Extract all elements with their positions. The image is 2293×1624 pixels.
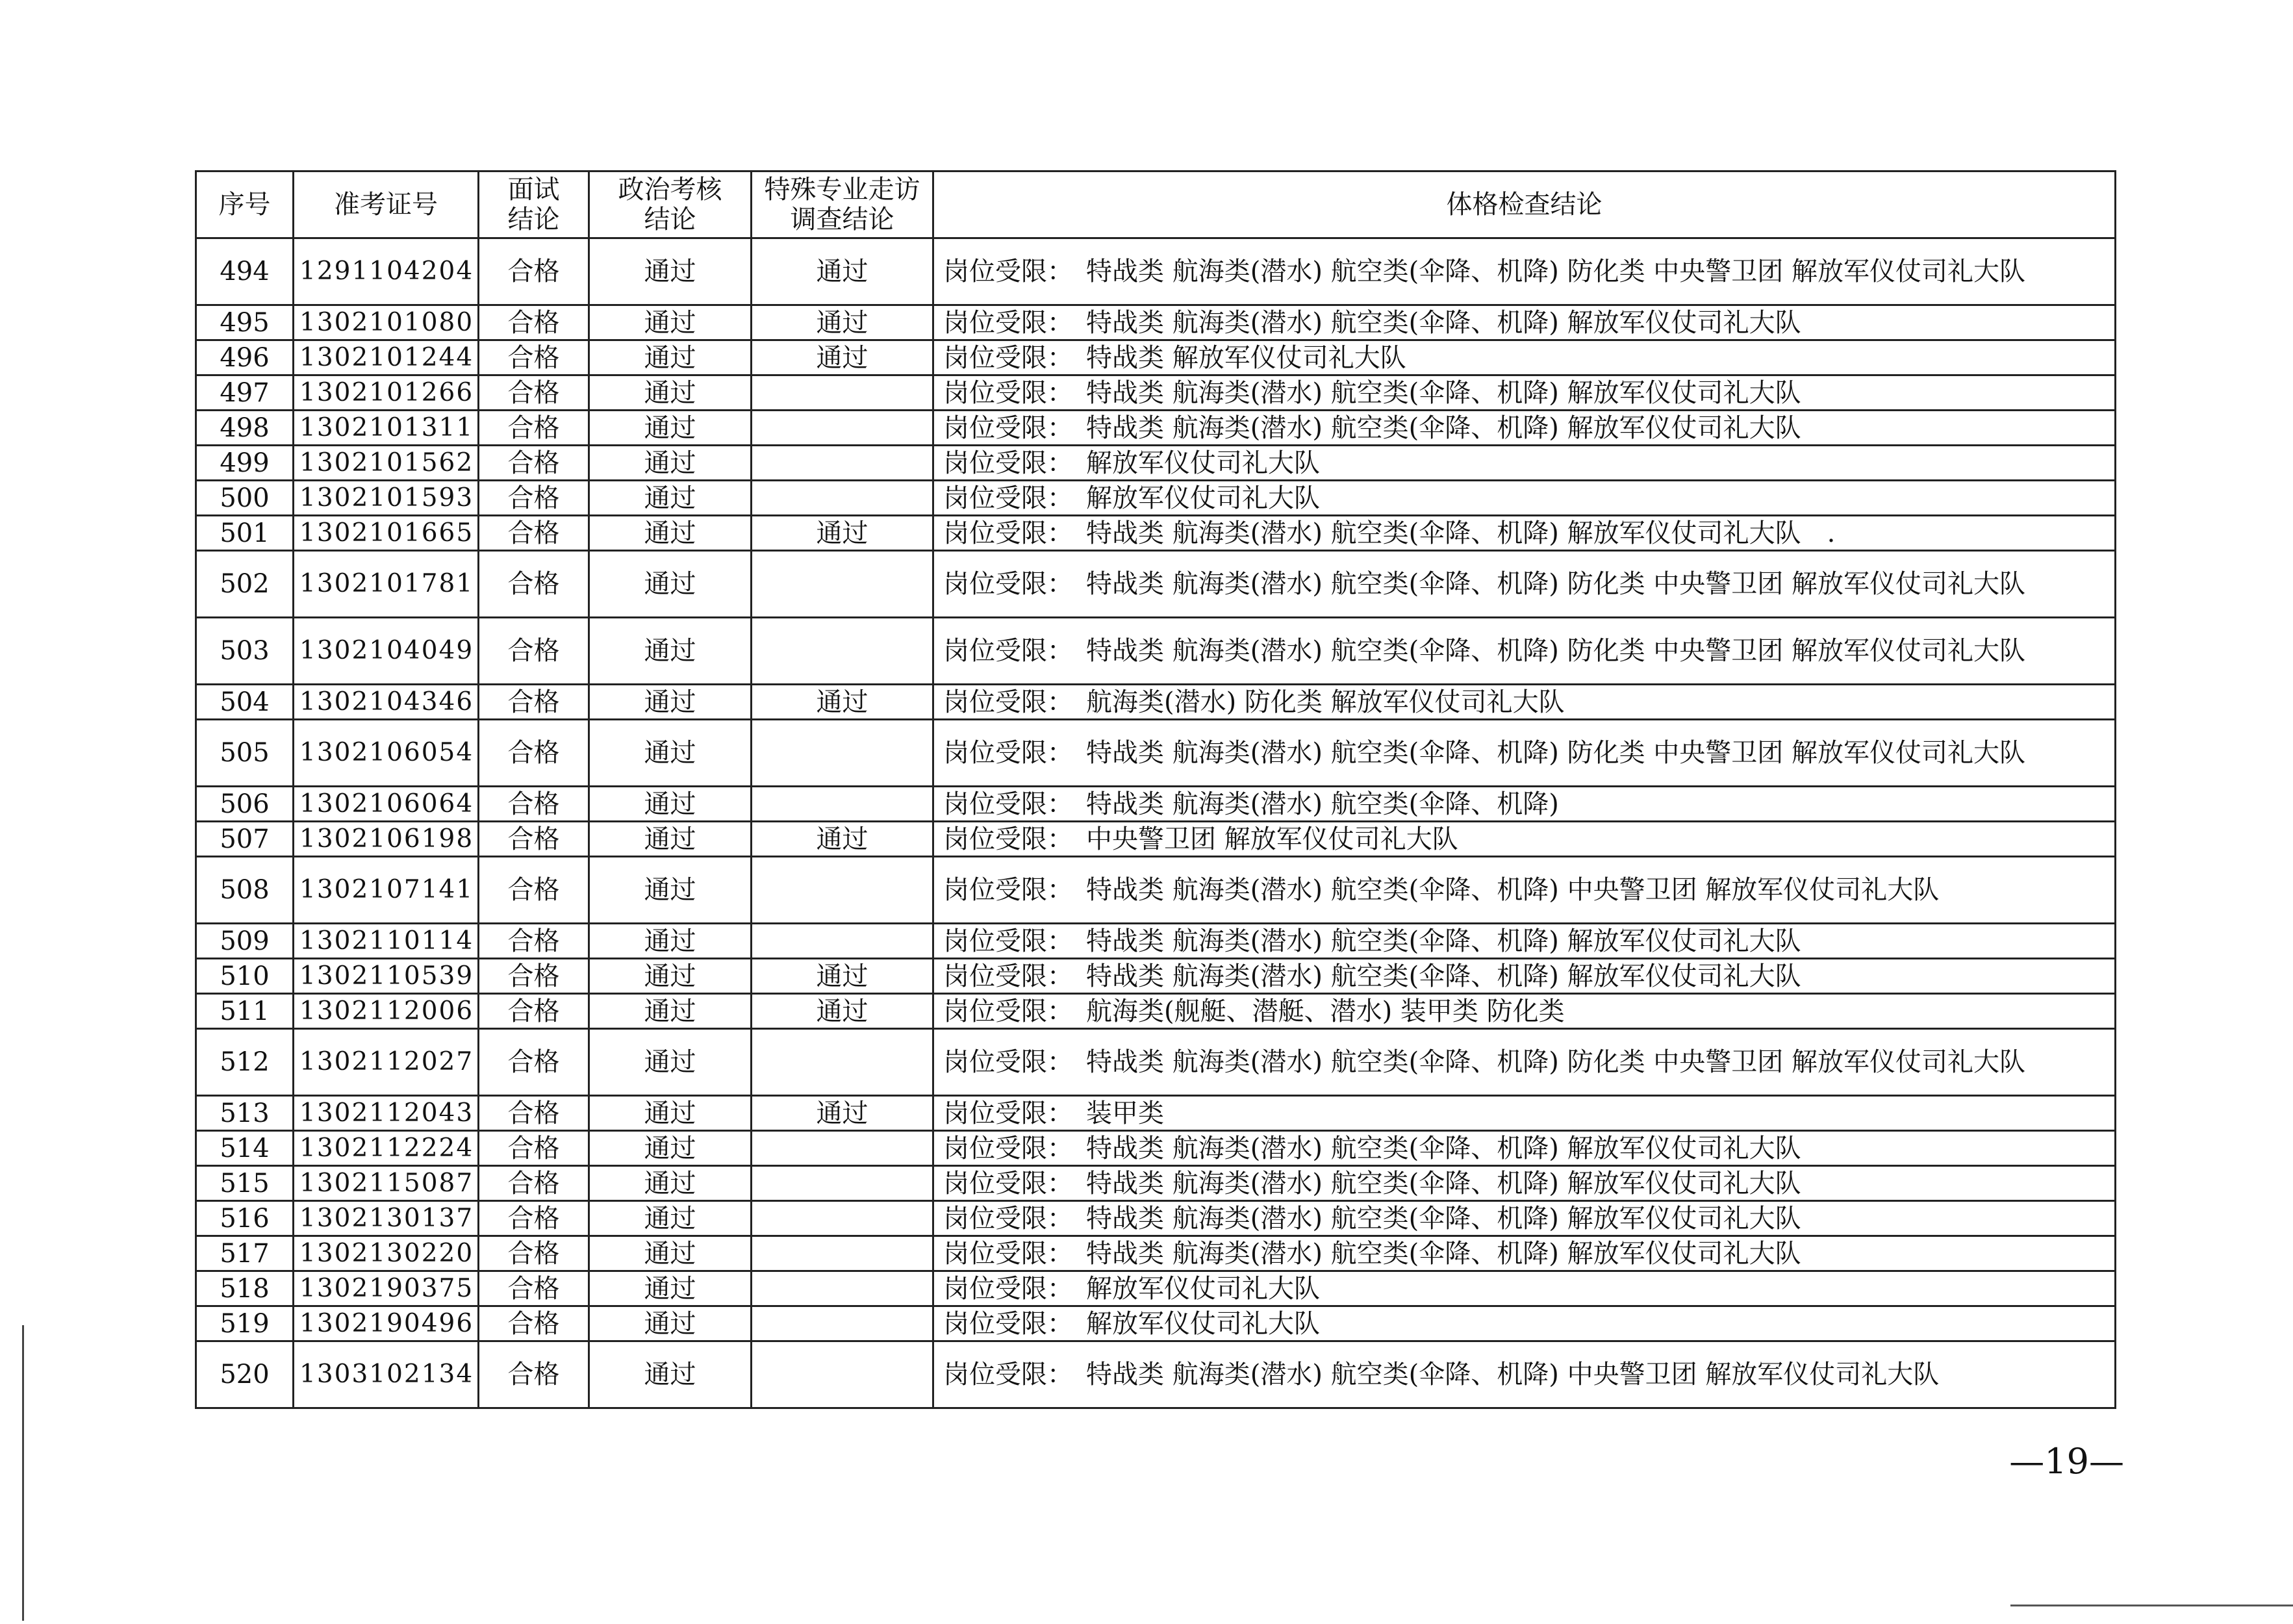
cell-special: 通过 bbox=[752, 959, 933, 994]
table-row bbox=[196, 1271, 2116, 1306]
table-body bbox=[196, 238, 2116, 1408]
cell-physical: 岗位受限： 特战类 航海类(潜水) 航空类(伞降、机降) 解放军仪仗司礼大队 bbox=[933, 924, 2116, 959]
cell-seq: 494 bbox=[196, 238, 294, 305]
cell-seq: 518 bbox=[196, 1271, 294, 1306]
cell-political: 通过 bbox=[589, 1096, 752, 1131]
cell-exam-no: 1303102134 bbox=[294, 1341, 479, 1408]
cell-exam-no: 1302101593 bbox=[294, 481, 479, 516]
cell-exam-no: 1302110114 bbox=[294, 924, 479, 959]
table-row bbox=[196, 1201, 2116, 1236]
cell-exam-no: 1302112043 bbox=[294, 1096, 479, 1131]
cell-physical: 岗位受限： 特战类 航海类(潜水) 航空类(伞降、机降) 解放军仪仗司礼大队 bbox=[933, 1166, 2116, 1201]
table-row bbox=[196, 551, 2116, 618]
table-row bbox=[196, 411, 2116, 446]
cell-exam-no: 1302130137 bbox=[294, 1201, 479, 1236]
table-row bbox=[196, 1131, 2116, 1166]
cell-political: 通过 bbox=[589, 1306, 752, 1341]
table-row bbox=[196, 924, 2116, 959]
cell-physical: 岗位受限： 航海类(潜水) 防化类 解放军仪仗司礼大队 bbox=[933, 685, 2116, 720]
cell-interview: 合格 bbox=[479, 1096, 589, 1131]
cell-political: 通过 bbox=[589, 685, 752, 720]
cell-political: 通过 bbox=[589, 924, 752, 959]
cell-seq: 505 bbox=[196, 720, 294, 787]
cell-seq: 503 bbox=[196, 618, 294, 685]
table-header-row bbox=[196, 171, 2116, 238]
cell-physical: 岗位受限： 特战类 航海类(潜水) 航空类(伞降、机降) 解放军仪仗司礼大队 . bbox=[933, 516, 2116, 551]
cell-special: 通过 bbox=[752, 238, 933, 305]
cell-seq: 496 bbox=[196, 340, 294, 375]
cell-physical: 岗位受限： 中央警卫团 解放军仪仗司礼大队 bbox=[933, 822, 2116, 857]
cell-interview: 合格 bbox=[479, 857, 589, 924]
cell-interview: 合格 bbox=[479, 238, 589, 305]
cell-seq: 511 bbox=[196, 994, 294, 1029]
table-row bbox=[196, 959, 2116, 994]
cell-special: 通过 bbox=[752, 685, 933, 720]
cell-seq: 502 bbox=[196, 551, 294, 618]
table-row bbox=[196, 1236, 2116, 1271]
cell-physical: 岗位受限： 航海类(舰艇、潜艇、潜水) 装甲类 防化类 bbox=[933, 994, 2116, 1029]
cell-political: 通过 bbox=[589, 551, 752, 618]
cell-exam-no: 1302112224 bbox=[294, 1131, 479, 1166]
cell-interview: 合格 bbox=[479, 1341, 589, 1408]
table-row bbox=[196, 1096, 2116, 1131]
cell-exam-no: 1302101562 bbox=[294, 446, 479, 481]
cell-seq: 510 bbox=[196, 959, 294, 994]
header-seq: 序号 bbox=[196, 171, 294, 238]
cell-seq: 507 bbox=[196, 822, 294, 857]
cell-physical: 岗位受限： 特战类 航海类(潜水) 航空类(伞降、机降) 解放军仪仗司礼大队 bbox=[933, 411, 2116, 446]
table-row bbox=[196, 822, 2116, 857]
cell-political: 通过 bbox=[589, 305, 752, 340]
cell-exam-no: 1302104049 bbox=[294, 618, 479, 685]
cell-exam-no: 1302107141 bbox=[294, 857, 479, 924]
table-row bbox=[196, 994, 2116, 1029]
cell-interview: 合格 bbox=[479, 481, 589, 516]
cell-seq: 519 bbox=[196, 1306, 294, 1341]
cell-interview: 合格 bbox=[479, 446, 589, 481]
cell-special bbox=[752, 1131, 933, 1166]
cell-special: 通过 bbox=[752, 1096, 933, 1131]
cell-political: 通过 bbox=[589, 720, 752, 787]
cell-special bbox=[752, 1341, 933, 1408]
header-political: 政治考核结论 bbox=[589, 171, 752, 238]
table-row bbox=[196, 787, 2116, 822]
table-row bbox=[196, 340, 2116, 375]
cell-physical: 岗位受限： 特战类 航海类(潜水) 航空类(伞降、机降) 防化类 中央警卫团 解放军仪仗司礼大队 bbox=[933, 551, 2116, 618]
table-row bbox=[196, 685, 2116, 720]
cell-political: 通过 bbox=[589, 1271, 752, 1306]
cell-special bbox=[752, 481, 933, 516]
cell-seq: 509 bbox=[196, 924, 294, 959]
cell-physical: 岗位受限： 特战类 航海类(潜水) 航空类(伞降、机降) 解放军仪仗司礼大队 bbox=[933, 959, 2116, 994]
header-exam-no: 准考证号 bbox=[294, 171, 479, 238]
cell-interview: 合格 bbox=[479, 720, 589, 787]
cell-physical: 岗位受限： 特战类 航海类(潜水) 航空类(伞降、机降) 中央警卫团 解放军仪仗司礼大队 bbox=[933, 1341, 2116, 1408]
cell-interview: 合格 bbox=[479, 1306, 589, 1341]
cell-physical: 岗位受限： 装甲类 bbox=[933, 1096, 2116, 1131]
cell-special bbox=[752, 857, 933, 924]
table-row bbox=[196, 1341, 2116, 1408]
cell-interview: 合格 bbox=[479, 1236, 589, 1271]
cell-special bbox=[752, 375, 933, 411]
cell-seq: 520 bbox=[196, 1341, 294, 1408]
cell-political: 通过 bbox=[589, 1236, 752, 1271]
cell-special bbox=[752, 618, 933, 685]
cell-political: 通过 bbox=[589, 822, 752, 857]
page-number: —19— bbox=[2009, 1441, 2124, 1482]
cell-physical: 岗位受限： 解放军仪仗司礼大队 bbox=[933, 1271, 2116, 1306]
table-row bbox=[196, 720, 2116, 787]
table-row bbox=[196, 238, 2116, 305]
cell-political: 通过 bbox=[589, 1341, 752, 1408]
cell-seq: 513 bbox=[196, 1096, 294, 1131]
cell-seq: 506 bbox=[196, 787, 294, 822]
cell-seq: 498 bbox=[196, 411, 294, 446]
cell-interview: 合格 bbox=[479, 411, 589, 446]
cell-exam-no: 1302106198 bbox=[294, 822, 479, 857]
table-row bbox=[196, 446, 2116, 481]
cell-special: 通过 bbox=[752, 340, 933, 375]
cell-interview: 合格 bbox=[479, 340, 589, 375]
cell-special bbox=[752, 1166, 933, 1201]
cell-interview: 合格 bbox=[479, 994, 589, 1029]
cell-exam-no: 1302190375 bbox=[294, 1271, 479, 1306]
table-row bbox=[196, 481, 2116, 516]
cell-political: 通过 bbox=[589, 1131, 752, 1166]
cell-political: 通过 bbox=[589, 1166, 752, 1201]
cell-interview: 合格 bbox=[479, 516, 589, 551]
cell-interview: 合格 bbox=[479, 685, 589, 720]
cell-political: 通过 bbox=[589, 1201, 752, 1236]
cell-political: 通过 bbox=[589, 857, 752, 924]
cell-interview: 合格 bbox=[479, 924, 589, 959]
cell-seq: 499 bbox=[196, 446, 294, 481]
cell-physical: 岗位受限： 特战类 航海类(潜水) 航空类(伞降、机降) 解放军仪仗司礼大队 bbox=[933, 1201, 2116, 1236]
cell-exam-no: 1302101266 bbox=[294, 375, 479, 411]
cell-seq: 508 bbox=[196, 857, 294, 924]
cell-special bbox=[752, 787, 933, 822]
cell-exam-no: 1302106064 bbox=[294, 787, 479, 822]
cell-physical: 岗位受限： 特战类 航海类(潜水) 航空类(伞降、机降) 防化类 中央警卫团 解放军仪仗司礼大队 bbox=[933, 238, 2116, 305]
cell-political: 通过 bbox=[589, 481, 752, 516]
header-interview: 面试结论 bbox=[479, 171, 589, 238]
cell-physical: 岗位受限： 特战类 解放军仪仗司礼大队 bbox=[933, 340, 2116, 375]
cell-physical: 岗位受限： 特战类 航海类(潜水) 航空类(伞降、机降) 解放军仪仗司礼大队 bbox=[933, 305, 2116, 340]
table-row bbox=[196, 305, 2116, 340]
scan-margin-line bbox=[22, 1325, 24, 1621]
cell-physical: 岗位受限： 解放军仪仗司礼大队 bbox=[933, 446, 2116, 481]
cell-physical: 岗位受限： 特战类 航海类(潜水) 航空类(伞降、机降) 防化类 中央警卫团 解放军仪仗司礼大队 bbox=[933, 720, 2116, 787]
table-row bbox=[196, 1306, 2116, 1341]
cell-interview: 合格 bbox=[479, 618, 589, 685]
cell-physical: 岗位受限： 特战类 航海类(潜水) 航空类(伞降、机降) 解放军仪仗司礼大队 bbox=[933, 1131, 2116, 1166]
cell-interview: 合格 bbox=[479, 375, 589, 411]
cell-special bbox=[752, 720, 933, 787]
cell-exam-no: 1302101080 bbox=[294, 305, 479, 340]
cell-special: 通过 bbox=[752, 516, 933, 551]
cell-seq: 495 bbox=[196, 305, 294, 340]
cell-special bbox=[752, 1236, 933, 1271]
cell-political: 通过 bbox=[589, 516, 752, 551]
cell-exam-no: 1302101665 bbox=[294, 516, 479, 551]
cell-seq: 500 bbox=[196, 481, 294, 516]
scan-bottom-line bbox=[2010, 1605, 2293, 1606]
cell-interview: 合格 bbox=[479, 1271, 589, 1306]
cell-exam-no: 1302101244 bbox=[294, 340, 479, 375]
table-row bbox=[196, 618, 2116, 685]
cell-interview: 合格 bbox=[479, 551, 589, 618]
cell-interview: 合格 bbox=[479, 1201, 589, 1236]
cell-political: 通过 bbox=[589, 340, 752, 375]
cell-political: 通过 bbox=[589, 446, 752, 481]
cell-seq: 516 bbox=[196, 1201, 294, 1236]
cell-seq: 504 bbox=[196, 685, 294, 720]
cell-special: 通过 bbox=[752, 305, 933, 340]
cell-interview: 合格 bbox=[479, 959, 589, 994]
cell-exam-no: 1302112006 bbox=[294, 994, 479, 1029]
cell-political: 通过 bbox=[589, 787, 752, 822]
cell-interview: 合格 bbox=[479, 1131, 589, 1166]
cell-special bbox=[752, 446, 933, 481]
cell-special: 通过 bbox=[752, 822, 933, 857]
cell-political: 通过 bbox=[589, 994, 752, 1029]
cell-interview: 合格 bbox=[479, 1029, 589, 1096]
cell-seq: 501 bbox=[196, 516, 294, 551]
cell-exam-no: 1302110539 bbox=[294, 959, 479, 994]
cell-physical: 岗位受限： 特战类 航海类(潜水) 航空类(伞降、机降) 防化类 中央警卫团 解放军仪仗司礼大队 bbox=[933, 1029, 2116, 1096]
cell-exam-no: 1302190496 bbox=[294, 1306, 479, 1341]
result-table bbox=[195, 170, 2116, 1409]
cell-special bbox=[752, 1029, 933, 1096]
header-physical: 体格检查结论 bbox=[933, 171, 2116, 238]
cell-interview: 合格 bbox=[479, 787, 589, 822]
cell-political: 通过 bbox=[589, 959, 752, 994]
cell-exam-no: 1302115087 bbox=[294, 1166, 479, 1201]
cell-exam-no: 1291104204 bbox=[294, 238, 479, 305]
cell-seq: 497 bbox=[196, 375, 294, 411]
cell-interview: 合格 bbox=[479, 822, 589, 857]
cell-exam-no: 1302106054 bbox=[294, 720, 479, 787]
cell-special: 通过 bbox=[752, 994, 933, 1029]
cell-exam-no: 1302112027 bbox=[294, 1029, 479, 1096]
cell-physical: 岗位受限： 特战类 航海类(潜水) 航空类(伞降、机降) 防化类 中央警卫团 解放军仪仗司礼大队 bbox=[933, 618, 2116, 685]
cell-special bbox=[752, 1306, 933, 1341]
table-row bbox=[196, 857, 2116, 924]
cell-political: 通过 bbox=[589, 411, 752, 446]
cell-seq: 512 bbox=[196, 1029, 294, 1096]
cell-special bbox=[752, 551, 933, 618]
cell-physical: 岗位受限： 特战类 航海类(潜水) 航空类(伞降、机降) 中央警卫团 解放军仪仗司礼大队 bbox=[933, 857, 2116, 924]
cell-interview: 合格 bbox=[479, 1166, 589, 1201]
cell-special bbox=[752, 924, 933, 959]
cell-political: 通过 bbox=[589, 238, 752, 305]
cell-seq: 517 bbox=[196, 1236, 294, 1271]
cell-physical: 岗位受限： 解放军仪仗司礼大队 bbox=[933, 481, 2116, 516]
table-row bbox=[196, 375, 2116, 411]
cell-physical: 岗位受限： 解放军仪仗司礼大队 bbox=[933, 1306, 2116, 1341]
cell-special bbox=[752, 411, 933, 446]
cell-political: 通过 bbox=[589, 375, 752, 411]
cell-physical: 岗位受限： 特战类 航海类(潜水) 航空类(伞降、机降) 解放军仪仗司礼大队 bbox=[933, 375, 2116, 411]
cell-exam-no: 1302101311 bbox=[294, 411, 479, 446]
table-row bbox=[196, 1166, 2116, 1201]
cell-special bbox=[752, 1201, 933, 1236]
cell-exam-no: 1302104346 bbox=[294, 685, 479, 720]
table-row bbox=[196, 1029, 2116, 1096]
cell-political: 通过 bbox=[589, 1029, 752, 1096]
cell-physical: 岗位受限： 特战类 航海类(潜水) 航空类(伞降、机降) bbox=[933, 787, 2116, 822]
header-special: 特殊专业走访调查结论 bbox=[752, 171, 933, 238]
cell-special bbox=[752, 1271, 933, 1306]
cell-physical: 岗位受限： 特战类 航海类(潜水) 航空类(伞降、机降) 解放军仪仗司礼大队 bbox=[933, 1236, 2116, 1271]
cell-exam-no: 1302101781 bbox=[294, 551, 479, 618]
table-row bbox=[196, 516, 2116, 551]
cell-interview: 合格 bbox=[479, 305, 589, 340]
cell-exam-no: 1302130220 bbox=[294, 1236, 479, 1271]
cell-seq: 515 bbox=[196, 1166, 294, 1201]
cell-political: 通过 bbox=[589, 618, 752, 685]
cell-seq: 514 bbox=[196, 1131, 294, 1166]
